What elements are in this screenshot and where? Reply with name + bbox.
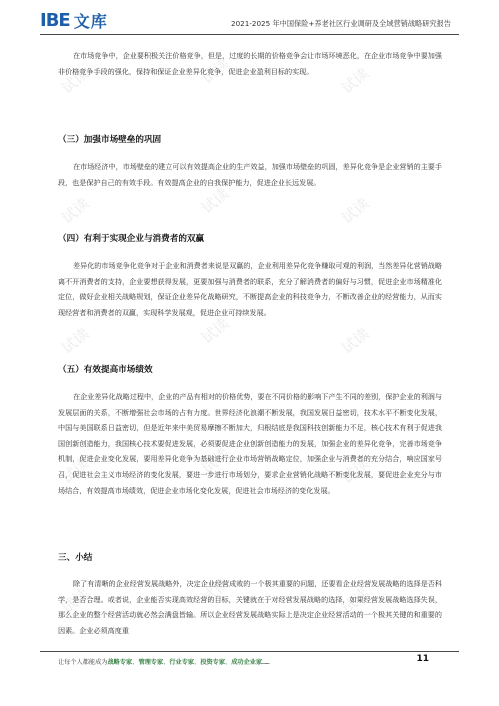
slogan-item: 成功企业家	[231, 659, 263, 666]
slogan-separator: 、	[194, 659, 201, 666]
header-divider	[40, 34, 459, 35]
slogan-separator: 、	[163, 659, 170, 666]
slogan-item: 行业专家	[169, 659, 195, 666]
slogan-prefix: 让每个人都能成为	[58, 659, 108, 666]
page-number: 11	[416, 654, 429, 664]
slogan-item: 管理专家	[138, 659, 164, 666]
watermark: 试读	[338, 324, 373, 358]
watermark: 试读	[338, 584, 373, 618]
watermark: 试读	[198, 314, 233, 348]
watermark: 试读	[58, 454, 93, 488]
section-heading: （三）加强市场壁垒的巩固	[58, 135, 162, 145]
watermark: 试读	[58, 194, 93, 228]
watermark: 试读	[338, 194, 373, 228]
watermark: 试读	[58, 324, 93, 358]
paragraph: 在企业差异化战略过程中，企业的产品有相对的价格优势，要在不同价格的影响下产生不同的差别，保护企业的利润与发展层面的关系，不断增强社会市场的占有力度。世界经济化浪潮不断发展，我国发展日益密切，技术水平不断变化发展，中国与美国联系日益密切，但是近年来中美贸易摩擦不断加大，归根结底是我国科技创新能力不足，核心技术有利于促进我国创新创造能力，我国核心技术要促进发展，必须要促进企业创新创造能力的发展，加强企业的差异化竞争，完善市场竞争机制，促进企业变化发展，要用差异化竞争为基础进行企业市场营销战略定位，加强企业与消费者的充分结合，响应国家号召，促进社会主义市场经济的变化发展，要进一步进行市场划分，要求企业营销化战略不断变化发展，要促进企业充分与市场结合，有效提高市场绩效，促进企业市场化变化发展，促进社会市场经济的变化发展。	[58, 392, 442, 495]
section-heading: （五）有效提高市场绩效	[58, 365, 153, 375]
watermark: 试读	[58, 584, 93, 618]
slogan-suffix: ……	[262, 659, 270, 666]
watermark: 试读	[198, 444, 233, 478]
paragraph: 除了有清晰的企业经营发展战略外，决定企业经营成败的一个极其重要的问题，还要看企业经营发展战略的选择是否科学，是否合理。或者说，企业能否实现高效经营的目标，关键就在于对经营发展战略的选择，如果经营发展战略选择失误，那么企业的整个经营活动就必然会满盘皆输。所以企业经营发展战略实际上是决定企业经营活动的一个极其关键的和重要的因素。企业必须高度重	[58, 579, 442, 635]
watermark: 试读	[198, 54, 233, 88]
logo-text: 文库	[73, 11, 108, 31]
paragraph: 在市场经济中，市场壁垒的建立可以有效提高企业的生产效益，加强市场壁垒的巩固，差异化竞争是企业营销的主要手段，也是保护自己的有效手段。有效提高企业的自我保护能力，促进企业长远发展。	[58, 162, 442, 187]
logo-mark-icon: IBE	[40, 9, 70, 31]
footer-slogan	[58, 657, 270, 666]
summary-heading: 三、小结	[58, 553, 93, 563]
watermark: 试读	[338, 64, 373, 98]
watermark: 试读	[338, 454, 373, 488]
watermark: 试读	[58, 64, 93, 98]
report-title: 2021-2025 年中国保险+养老社区行业调研及全域营销战略研究报告	[231, 19, 451, 28]
slogan-separator: 、	[132, 659, 139, 666]
paragraph: 差异化的市场竞争化竞争对于企业和消费者来说是双赢的，企业利用差异化竞争赚取可观的利润，当然差异化营销战略离不开消费者的支持，企业要想获得发展，更要加强与消费者的联系，充分了解消费者的偏好与习惯，促进企业市场精准化定位，做好企业相关战略规划，保证企业差异化战略研究，不断提高企业的科技竞争力，不断改善企业的经营能力，从而实现经营者和消费者的双赢，实现科学发展观，促进企业可持续发展。	[58, 261, 442, 317]
section-heading: （四）有利于实现企业与消费者的双赢	[58, 234, 205, 244]
slogan-separator: 、	[225, 659, 232, 666]
slogan-item: 投资专家	[200, 659, 226, 666]
watermark: 试读	[198, 184, 233, 218]
footer-divider	[40, 651, 459, 652]
paragraph: 在市场竞争中，企业要积极关注价格竞争，但是，过度的长期的价格竞争会让市场环境恶化，在企业市场竞争中要加强非价格竞争手段的强化，保持和保证企业差异化竞争，促进企业盈利目标的实现。	[58, 51, 442, 76]
slogan-item: 战略专家	[107, 659, 133, 666]
site-logo[interactable]	[40, 8, 108, 32]
watermark: 试读	[198, 574, 233, 608]
